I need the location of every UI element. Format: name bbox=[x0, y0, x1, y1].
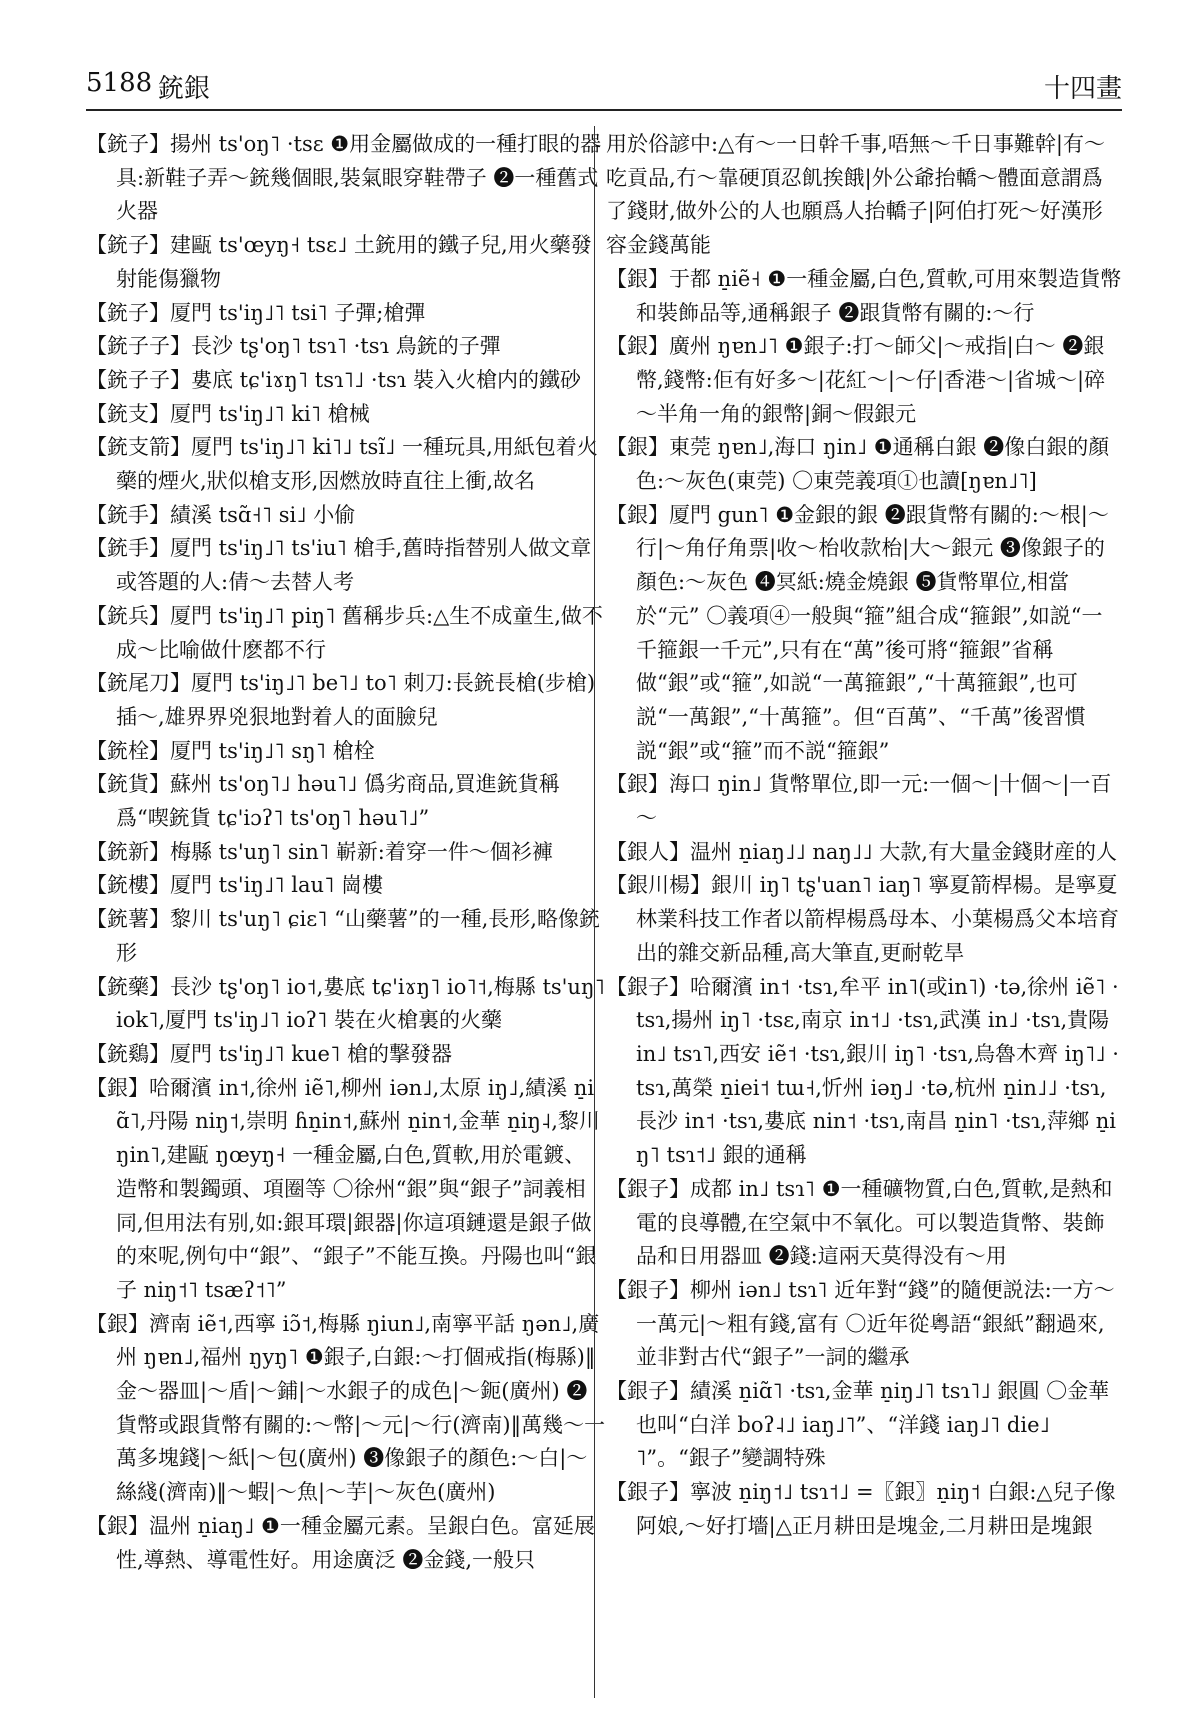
dictionary-entry: 【銀子】績溪 n̠iɑ̃˥ ·tsɿ,金華 n̠iŋ˩˥ tsɿ˥˩ 銀圓 〇金華也叫“白洋 boʔ˨˩ iaŋ˩˥”、“洋錢 iaŋ˩˥ die˩˥”。“銀子”變調特殊 bbox=[606, 1379, 1110, 1471]
dictionary-entry: 【銃貨】蘇州 ts'oŋ˥˩ həu˥˩ 僞劣商品,買進銃貨稱爲“喫銃貨 tɕ'iɔʔ˥ ts'oŋ˥ həu˥˩” bbox=[86, 772, 560, 831]
dictionary-entry: 【銀】厦門 gun˥ ❶金銀的銀 ❷跟貨幣有關的:～根|～行|～角仔角票|收～枱收款枱|大～銀元 ❸像銀子的顏色:～灰色 ❹冥紙:燒金燒銀 ❺貨幣單位,相當於“元” 〇義項④一般與“箍”組合成“箍銀”,如説“一千箍銀一千元”,只有在“萬”後可將“箍銀”省稱做“銀”或“箍”,如説“一萬箍銀”,“十萬箍銀”,也可説“一萬銀”,“十萬箍”。但“百萬”、“千萬”後習慣説“銀”或“箍”而不説“箍銀” bbox=[606, 502, 1109, 763]
dictionary-entry: 【銃樓】厦門 ts'iŋ˩˥ lau˥ 崗樓 bbox=[86, 873, 384, 898]
dictionary-entry: 【銃薯】黎川 ts'uŋ˥ ɕiɛ˥ “山藥薯”的一種,長形,略像銃形 bbox=[86, 907, 600, 965]
page-number: 5188 bbox=[86, 68, 153, 98]
dictionary-entry: 【銃支箭】厦門 ts'iŋ˩˥ ki˥˩ tsĩ˩ 一種玩具,用紙包着火藥的煙火,狀似槍支形,因燃放時直往上衝,故名 bbox=[86, 435, 598, 494]
column-divider bbox=[594, 126, 595, 1698]
section-label: 十四畫 bbox=[1043, 74, 1122, 104]
running-headwords: 銃銀 bbox=[158, 74, 211, 104]
dictionary-entry: 【銃支】厦門 ts'iŋ˩˥ ki˥ 槍械 bbox=[86, 401, 370, 426]
dictionary-entry: 【銃子】厦門 ts'iŋ˩˥ tsi˥ 子彈;槍彈 bbox=[86, 300, 426, 325]
dictionary-entry: 【銃子】建甌 ts'œyŋ˧ tsɛ˩ 土銃用的鐵子兒,用火藥發射能傷獵物 bbox=[86, 233, 592, 291]
left-column bbox=[86, 128, 606, 1577]
header-rule bbox=[86, 109, 1122, 111]
dictionary-entry: 【銀】哈爾濱 in˦,徐州 iẽ˥,柳州 iən˩,太原 iŋ˩,績溪 n̠iɑ̃˥,丹陽 niŋ˦,崇明 ɦn̠in˦,蘇州 n̠in˦,金華 n̠iŋ˨,黎川 ŋin˥,建甌 ŋœyŋ˧ 一種金屬,白色,質軟,用於電鍍、造幣和製鐲頭、項圈等 〇徐州“銀”與“銀子”詞義相同,但用法有别,如:銀耳環|銀器|你這項鏈還是銀子做的來呢,例句中“銀”、“銀子”不能互換。丹陽也叫“銀子 niŋ˦˥ tsæʔ˦˥” bbox=[86, 1075, 600, 1302]
right-column bbox=[606, 128, 1122, 1544]
dictionary-entry: 【銀】于都 n̠iẽ˧ ❶一種金屬,白色,質軟,可用來製造貨幣和裝飾品等,通稱銀子 ❷跟貨幣有關的:～行 bbox=[606, 266, 1122, 325]
dictionary-entry: 【銀】温州 n̠iaŋ˩ ❶一種金屬元素。呈銀白色。富延展性,導熱、導電性好。用途廣泛 ❷金錢,一般只 bbox=[86, 1513, 595, 1572]
dictionary-entry: 【銀川楊】銀川 iŋ˥ tʂ'uan˥ iaŋ˥ 寧夏箭桿楊。是寧夏林業科技工作者以箭桿楊爲母本、小葉楊爲父本培育出的雜交新品種,高大筆直,更耐乾旱 bbox=[606, 873, 1119, 965]
dictionary-entry: 【銀】海口 ŋin˩ 貨幣單位,即一元:一個～|十個～|一百～ bbox=[606, 772, 1112, 831]
dictionary-entry: 【銀子】哈爾濱 in˦ ·tsɿ,牟平 in˥(或in˥) ·tə,徐州 iẽ˥ ·tsɿ,揚州 iŋ˥ ·tsɛ,南京 in˦˩ ·tsɿ,武漢 in˩ ·tsɿ,貴陽 in˩ tsɿ˥,西安 iẽ˦ ·tsɿ,銀川 iŋ˥ ·tsɿ,烏魯木齊 iŋ˥˩ ·tsɿ,萬榮 n̠iei˦ tɯ˧,忻州 iəŋ˩ ·tə,杭州 n̠in˩˩ ·tsɿ,長沙 in˦ ·tsɿ,婁底 nin˦ ·tsɿ,南昌 n̠in˥ ·tsɿ,萍鄉 n̠iŋ˥ tsɿ˦˩ 銀的通稱 bbox=[606, 974, 1119, 1168]
dictionary-entry: 【銃手】績溪 tsɑ̃˧˥ si˩ 小偷 bbox=[86, 502, 356, 527]
dictionary-entry: 【銀子】寧波 n̠iŋ˦˩ tsɿ˦˩ =〖銀〗n̠iŋ˦ 白銀:△兒子像阿娘,～好打墻|△正月耕田是塊金,二月耕田是塊銀 bbox=[606, 1480, 1116, 1538]
dictionary-entry: 【銃新】梅縣 ts'uŋ˥ sin˥ 嶄新:着穿一件～個衫褲 bbox=[86, 839, 553, 864]
dictionary-entry: 【銃栓】厦門 ts'iŋ˩˥ sŋ˥ 槍栓 bbox=[86, 738, 375, 763]
dictionary-entry: 【銃子】揚州 ts'oŋ˥ ·tsɛ ❶用金屬做成的一種打眼的器具:新鞋子弄～銃幾個眼,裝氣眼穿鞋帶子 ❷一種舊式火器 bbox=[86, 132, 602, 224]
dictionary-entry: 用於俗諺中:△有～一日幹千事,唔無～千日事難幹|有～吃貢品,冇～靠硬頂忍飢挨餓|外公爺抬轎～體面意謂爲了錢財,做外公的人也願爲人抬轎子|阿伯打死～好漢形容金錢萬能 bbox=[606, 132, 1105, 258]
dictionary-entry: 【銃藥】長沙 tʂ'oŋ˥ io˦,婁底 tɕ'iɤŋ˥ io˥˦,梅縣 ts'uŋ˥ iok˥,厦門 ts'iŋ˩˥ ioʔ˥ 裝在火槍裏的火藥 bbox=[86, 974, 605, 1033]
dictionary-entry: 【銃子子】長沙 tʂ'oŋ˥ tsɿ˥ ·tsɿ 鳥銃的子彈 bbox=[86, 334, 501, 359]
dictionary-entry: 【銀子】成都 in˩ tsɿ˥ ❶一種礦物質,白色,質軟,是熱和電的良導體,在空氣中不氧化。可以製造貨幣、裝飾品和日用器皿 ❷錢:這兩天莫得没有～用 bbox=[606, 1176, 1113, 1269]
dictionary-entry: 【銃子子】婁底 tɕ'iɤŋ˥ tsɿ˥˩ ·tsɿ 裝入火槍内的鐵砂 bbox=[86, 367, 581, 392]
dictionary-entry: 【銃手】厦門 ts'iŋ˩˥ ts'iu˥ 槍手,舊時指替别人做文章或答題的人:倩～去替人考 bbox=[86, 536, 592, 595]
dictionary-entry: 【銃兵】厦門 ts'iŋ˩˥ piŋ˥ 舊稱步兵:△生不成童生,做不成～比喻做什麽都不行 bbox=[86, 603, 603, 662]
dictionary-entry: 【銀人】温州 n̠iaŋ˩˩ naŋ˩˩ 大款,有大量金錢財産的人 bbox=[606, 839, 1117, 864]
dictionary-entry: 【銀】東莞 ŋɐn˩,海口 ŋin˩ ❶通稱白銀 ❷像白銀的顏色:～灰色(東莞) 〇東莞義項①也讀[ŋɐn˩˥] bbox=[606, 435, 1110, 494]
page-header bbox=[86, 68, 1122, 108]
dictionary-entry: 【銃尾刀】厦門 ts'iŋ˩˥ be˥˩ to˥ 刺刀:長銃長槍(步槍)插～,雄界界兇狠地對着人的面臉兒 bbox=[86, 671, 596, 729]
dictionary-entry: 【銃鷄】厦門 ts'iŋ˩˥ kue˥ 槍的撃發器 bbox=[86, 1041, 453, 1066]
dictionary-entry: 【銀】濟南 iẽ˦,西寧 iɔ̃˦,梅縣 ŋiun˩,南寧平話 ŋən˩,廣州 ŋɐn˩,福州 ŋyŋ˥ ❶銀子,白銀:～打個戒指(梅縣)‖金～器皿|～盾|～鋪|～水銀子的成色|～鈪(廣州) ❷貨幣或跟貨幣有關的:～幣|～元|～行(濟南)‖萬幾～一萬多塊錢|～紙|～包(廣州) ❸像銀子的顏色:～白|～絲綫(濟南)‖～蝦|～魚|～芋|～灰色(廣州) bbox=[86, 1311, 606, 1505]
dictionary-entry: 【銀子】柳州 iən˩ tsɿ˥ 近年對“錢”的隨便説法:一方～一萬元|～粗有錢,富有 〇近年從粵語“銀紙”翻過來,並非對古代“銀子”一詞的繼承 bbox=[606, 1277, 1115, 1370]
dictionary-entry: 【銀】廣州 ŋɐn˩˥ ❶銀子:打～師父|～戒指|白～ ❷銀幣,錢幣:佢有好多～|花紅～|～仔|香港～|省城～|碎～半角一角的銀幣|銅～假銀元 bbox=[606, 334, 1106, 426]
